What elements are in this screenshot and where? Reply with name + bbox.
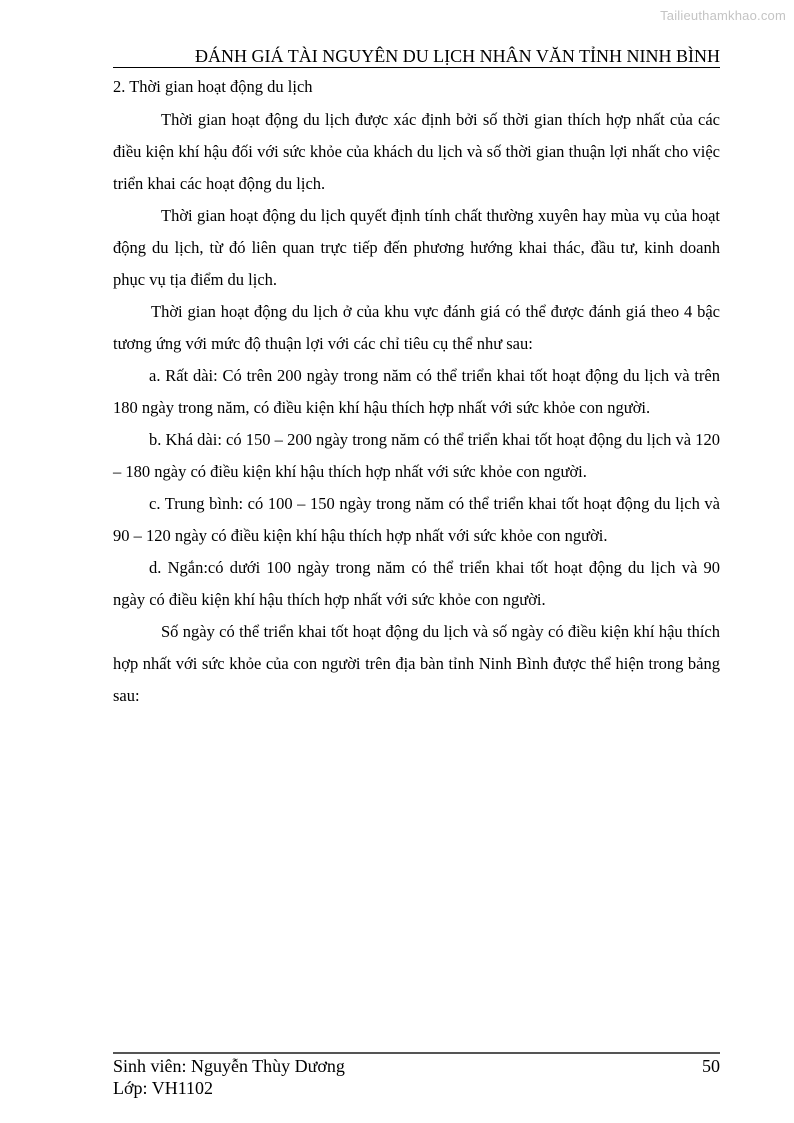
list-item: a. Rất dài: Có trên 200 ngày trong năm có thể triển khai tốt hoạt động du lịch và trên 180 ngày trong năm, có điều kiện khí hậu thích hợp nhất với sức khỏe con người. xyxy=(113,366,720,417)
footer-student-name: Sinh viên: Nguyễn Thùy Dương xyxy=(113,1056,345,1076)
footer-divider xyxy=(113,1052,720,1054)
page-number: 50 xyxy=(702,1056,720,1076)
list-item: c. Trung bình: có 100 – 150 ngày trong năm có thể triển khai tốt hoạt động du lịch và 90 – 120 ngày có điều kiện khí hậu thích hợp nhất với sức khỏe con người. xyxy=(113,494,720,545)
paragraph: Thời gian hoạt động du lịch ở của khu vực đánh giá có thể được đánh giá theo 4 bậc tương ứng với mức độ thuận lợi với các chỉ tiêu cụ thể như sau: xyxy=(113,302,720,353)
section-title: 2. Thời gian hoạt động du lịch xyxy=(113,77,313,96)
running-header: ĐÁNH GIÁ TÀI NGUYÊN DU LỊCH NHÂN VĂN TỈNH NINH BÌNH xyxy=(195,46,720,66)
header-divider xyxy=(113,67,720,68)
paragraph: Thời gian hoạt động du lịch quyết định tính chất thường xuyên hay mùa vụ của hoạt động du lịch, từ đó liên quan trực tiếp đến phương hướng khai thác, đầu tư, kinh doanh phục vụ tịa điểm du lịch. xyxy=(113,206,720,289)
list-item: d. Ngắn:có dưới 100 ngày trong năm có thể triển khai tốt hoạt động du lịch và 90 ngày có điều kiện khí hậu thích hợp nhất với sức khỏe con người. xyxy=(113,558,720,609)
paragraph: Thời gian hoạt động du lịch được xác định bởi số thời gian thích hợp nhất của các điều kiện khí hậu đối với sức khỏe của khách du lịch và số thời gian thuận lợi nhất cho việc triển khai các hoạt động du lịch. xyxy=(113,110,720,193)
list-item: b. Khá dài: có 150 – 200 ngày trong năm có thể triển khai tốt hoạt động du lịch và 120 – 180 ngày có điều kiện khí hậu thích hợp nhất với sức khỏe con người. xyxy=(113,430,720,481)
watermark: Tailieuthamkhao.com xyxy=(660,8,786,23)
footer-class: Lớp: VH1102 xyxy=(113,1078,214,1098)
body-text xyxy=(113,104,720,712)
paragraph: Số ngày có thể triển khai tốt hoạt động du lịch và số ngày có điều kiện khí hậu thích hợp nhất với sức khỏe của con người trên địa bàn tỉnh Ninh Bình được thể hiện trong bảng sau: xyxy=(113,622,720,705)
